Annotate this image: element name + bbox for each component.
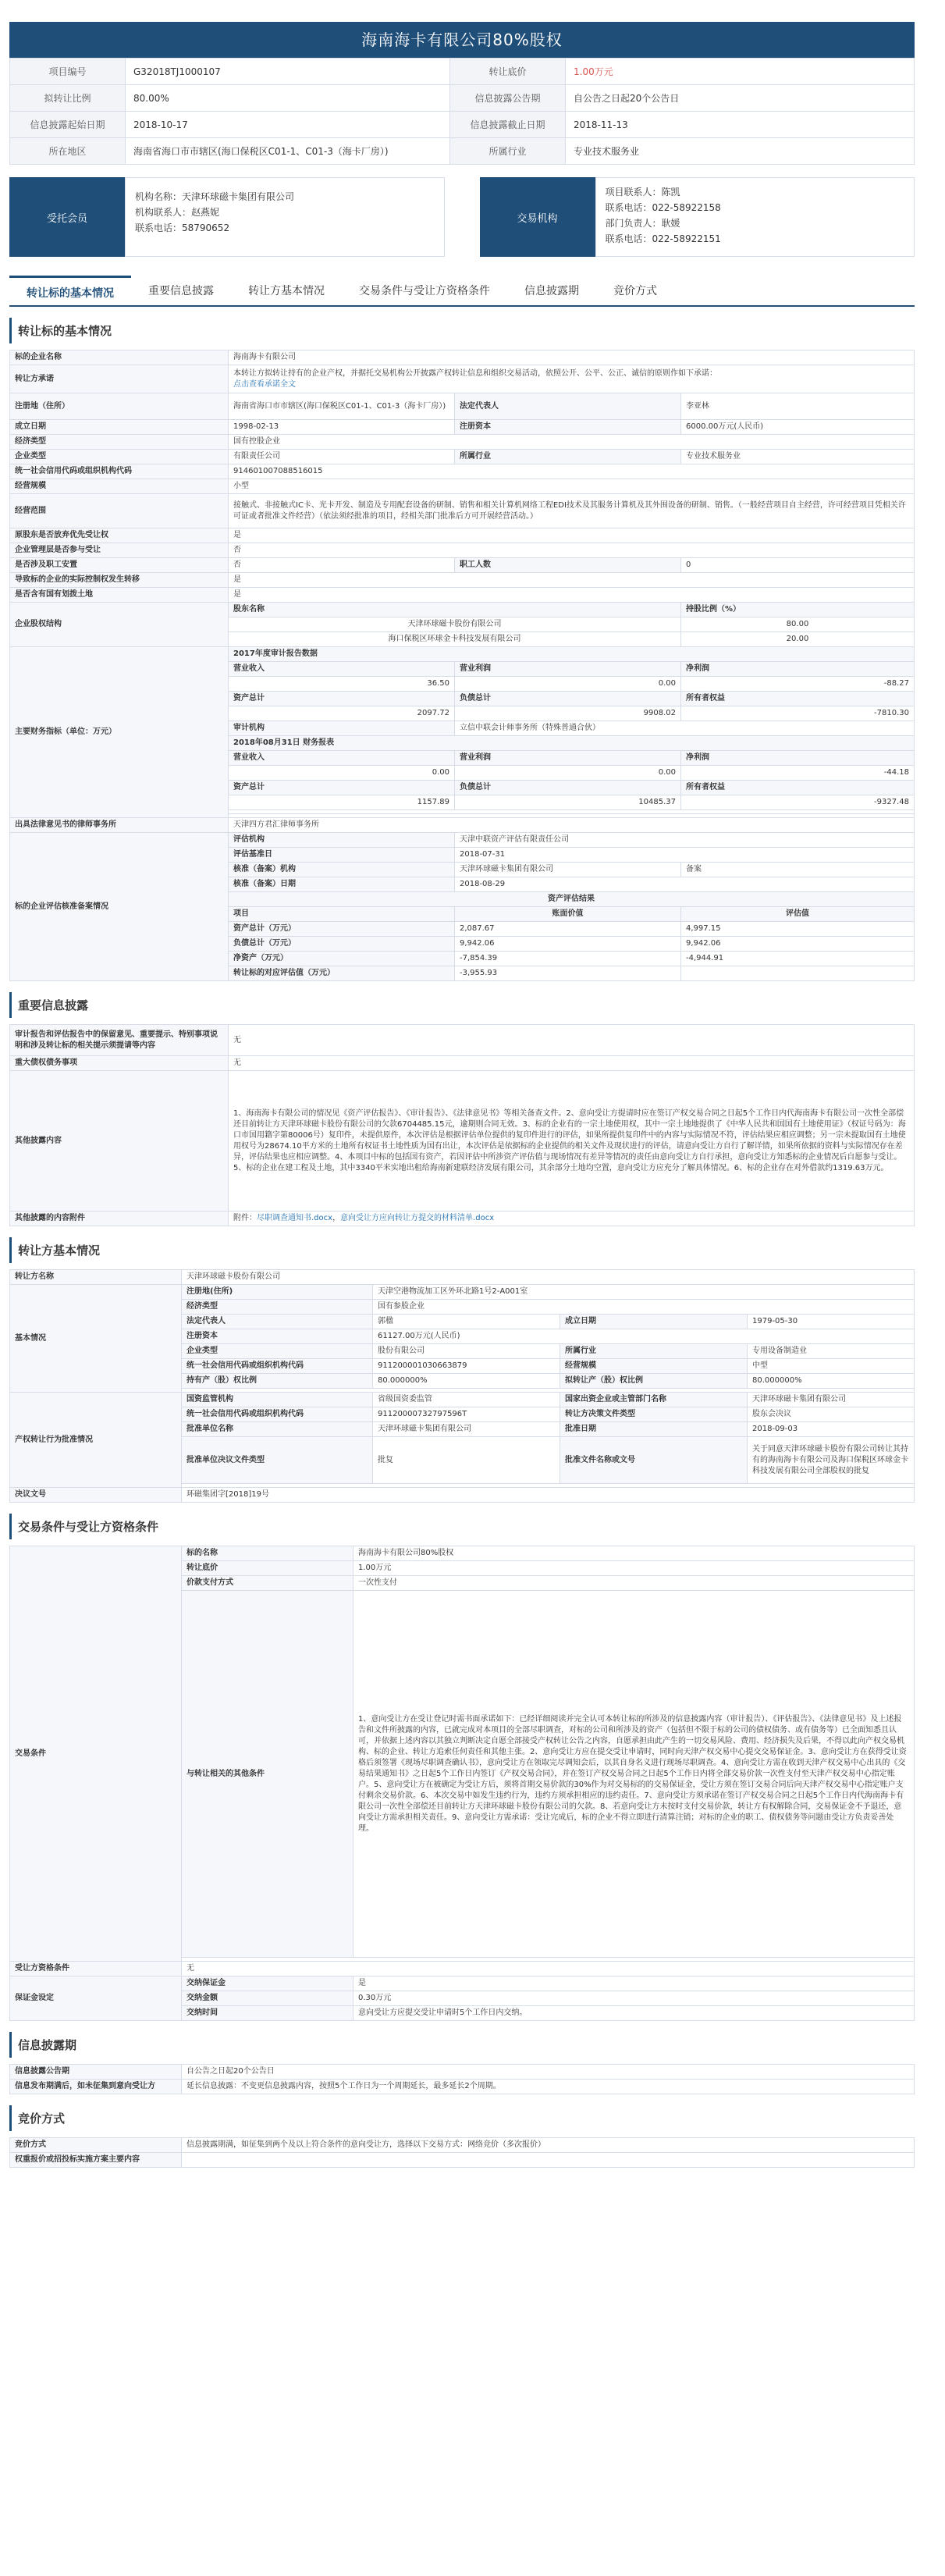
eval-value: 4,997.15	[681, 922, 915, 937]
exchange-line: 联系电话：022-58922151	[605, 233, 721, 244]
summary-value: 专业技术服务业	[566, 138, 915, 165]
period-value: 延长信息披露：不变更信息披露内容，按照5个工作日为一个周期延长，最多延长2个周期。	[182, 2080, 915, 2094]
field-label: 原股东是否放弃优先受让权	[10, 528, 229, 543]
holder-name: 天津环球磁卡股份有限公司	[229, 617, 681, 632]
field-label: 转让方承诺	[10, 365, 229, 393]
tab-seller[interactable]: 转让方基本情况	[248, 285, 325, 297]
fin-value: 1157.89	[229, 795, 455, 810]
period-table	[9, 2064, 915, 2094]
seller-hold: 80.000000%	[373, 1374, 560, 1389]
field-label: 批准单位决议文件类型	[182, 1437, 373, 1484]
field-label: 法定代表人	[455, 393, 681, 420]
period-value: 自公告之日起20个公告日	[182, 2065, 915, 2080]
seller-industry: 专用设备制造业	[748, 1344, 915, 1359]
field-label: 统一社会信用代码或组织机构代码	[182, 1407, 373, 1422]
cond-value: 海南海卡有限公司80%股权	[353, 1546, 915, 1561]
field-label: 出具法律意见书的律师事务所	[10, 818, 229, 833]
section-period	[9, 2032, 915, 2094]
holder-pct: 20.00	[681, 632, 915, 647]
section-seller	[9, 1237, 915, 1503]
agency: 天津环球磁卡集团有限公司	[748, 1393, 915, 1407]
approval-date: 2018-09-03	[748, 1422, 915, 1437]
field-label: 与转让相关的其他条件	[182, 1591, 353, 1958]
column-header: 营业收入	[229, 662, 455, 677]
company-name: 海南海卡有限公司	[229, 350, 915, 365]
answer: 否	[229, 558, 455, 573]
column-header: 持股比例（%）	[681, 603, 915, 617]
column-header: 负债总计	[455, 692, 681, 706]
attach-separator: ，	[332, 1214, 341, 1222]
summary-row	[10, 59, 915, 85]
eval-result-title: 资产评估结果	[229, 892, 915, 907]
auditor: 立信中联会计师事务所（特殊普通合伙）	[455, 721, 915, 736]
seller-type: 股份有限公司	[373, 1344, 560, 1359]
field-label: 所属行业	[560, 1344, 748, 1359]
found-date: 1998-02-13	[229, 420, 455, 435]
field-label: 拟转让产（股）权比例	[560, 1374, 748, 1389]
fin-value: 36.50	[229, 677, 455, 692]
field-label: 职工人数	[455, 558, 681, 573]
seller-econ: 国有参股企业	[373, 1300, 915, 1315]
field-label: 是否含有国有划拨土地	[10, 588, 229, 603]
field-label: 注册地（住所）	[10, 393, 229, 420]
seller-sell: 80.000000%	[748, 1374, 915, 1389]
bidding-method: 信息披露期满，如征集到两个及以上符合条件的意向受让方，选择以下交易方式：网络竞价（多次报价）	[182, 2138, 915, 2153]
fin-title: 2018年08月31日 财务报表	[229, 736, 915, 751]
seller-table	[9, 1269, 915, 1503]
eval-value: 9,942.06	[681, 937, 915, 952]
doc-name: 关于同意天津环球磁卡股份有限公司转让其持有的海南海卡有限公司及海口保税区环球金卡科技发展有限公司全部股权的批复	[748, 1437, 915, 1484]
column-header: 所有者权益	[681, 781, 915, 795]
eval-item: 净资产（万元）	[229, 952, 455, 966]
column-header: 资产总计	[229, 781, 455, 795]
field-label: 标的企业评估核准备案情况	[10, 833, 229, 981]
field-label: 交纳金额	[182, 1991, 353, 2006]
field-label: 价款支付方式	[182, 1576, 353, 1591]
eval-kind: 备案	[681, 863, 915, 877]
eval-approval-date: 2018-08-29	[455, 877, 915, 892]
fin-value: -7810.30	[681, 706, 915, 721]
summary-table	[9, 58, 915, 165]
attachment-link[interactable]: 尽职调查通知书.docx	[257, 1214, 333, 1222]
fin-title: 2017年度审计报告数据	[229, 647, 915, 662]
field-label: 企业管理层是否参与受让	[10, 543, 229, 558]
exchange-line: 项目联系人：陈凯	[605, 187, 680, 197]
field-label: 审计报告和评估报告中的保留意见、重要提示、特别事项说明和涉及转让标的相关提示须提请等内容	[10, 1025, 229, 1056]
staff-count: 0	[681, 558, 915, 573]
section-title: 转让方基本情况	[9, 1237, 915, 1263]
seller-credit: 911200001030663879	[373, 1359, 560, 1374]
fin-value: 0.00	[229, 766, 455, 781]
section-title: 交易条件与受让方资格条件	[9, 1514, 915, 1539]
summary-row	[10, 85, 915, 112]
eval-value	[681, 966, 915, 981]
column-header: 资产总计	[229, 692, 455, 706]
field-label: 经营范围	[10, 494, 229, 528]
field-label: 注册资本	[182, 1329, 373, 1344]
field-label: 国资监管机构	[182, 1393, 373, 1407]
conditions-table	[9, 1546, 915, 2021]
field-label: 主要财务指标（单位：万元）	[10, 647, 229, 818]
field-label: 企业类型	[10, 450, 229, 464]
eval-item: 转让标的对应评估值（万元）	[229, 966, 455, 981]
field-label: 交易条件	[10, 1546, 182, 1962]
eval-org: 天津中联资产评估有限责任公司	[455, 833, 915, 848]
agency-credit: 91120000732797596T	[373, 1407, 560, 1422]
summary-value: 2018-11-13	[566, 112, 915, 138]
field-label: 转让方决策文件类型	[560, 1407, 748, 1422]
fin-value: -44.18	[681, 766, 915, 781]
capital: 6000.00万元(人民币)	[681, 420, 915, 435]
column-header: 负债总计	[455, 781, 681, 795]
summary-value: 2018-10-17	[126, 112, 450, 138]
econ-type: 国有控股企业	[229, 435, 915, 450]
eval-value: -4,944.91	[681, 952, 915, 966]
tab-disclosure[interactable]: 重要信息披露	[148, 285, 214, 297]
column-header: 所有者权益	[681, 692, 915, 706]
field-label: 统一社会信用代码或组织机构代码	[10, 464, 229, 479]
law-firm: 天津四方君汇律师事务所	[229, 818, 915, 833]
field-label: 统一社会信用代码或组织机构代码	[182, 1359, 373, 1374]
fin-value: 0.00	[455, 677, 681, 692]
field-label: 标的企业名称	[10, 350, 229, 365]
field-label: 标的名称	[182, 1546, 353, 1561]
column-header: 净利润	[681, 662, 915, 677]
approval-unit: 天津环球磁卡集团有限公司	[373, 1422, 560, 1437]
field-label: 重大债权债务事项	[10, 1056, 229, 1071]
exchange-info	[595, 177, 915, 257]
business-scope: 接触式、非接触式IC卡、光卡开发、制造及专用配套设备的研制、销售和相关计算机网络工程EDI技术及其服务计算机及其外围设备的研制、销售。（一般经营项目自主经营，许可经营项目凭相关许可证或者批准文件经营）（依法须经批准的项目，经相关部门批准后方可开展经营活动。）	[229, 494, 915, 528]
tab-conditions[interactable]: 交易条件与受让方资格条件	[359, 285, 490, 297]
field-label: 其他披露的内容附件	[10, 1212, 229, 1226]
column-header: 评估值	[681, 907, 915, 922]
field-label: 批准单位名称	[182, 1422, 373, 1437]
seller-found: 1979-05-30	[748, 1315, 915, 1329]
member-info	[125, 177, 445, 257]
eval-value: 2,087.67	[455, 922, 681, 937]
field-label: 持有产（股）权比例	[182, 1374, 373, 1389]
eval-unit: 天津环球磁卡集团有限公司	[455, 863, 681, 877]
qualification: 无	[182, 1962, 915, 1976]
seller-legal: 郭楹	[373, 1315, 560, 1329]
fin-value: 9908.02	[455, 706, 681, 721]
column-header: 营业收入	[229, 751, 455, 766]
answer: 无	[229, 1025, 915, 1056]
section-bidding	[9, 2105, 915, 2168]
summary-value: 海南省海口市市辖区(海口保税区C01-1、C01-3（海卡厂房）)	[126, 138, 450, 165]
deposit-time: 意向受让方应提交受让申请时5个工作日内交纳。	[353, 2006, 915, 2021]
seller-scale: 中型	[748, 1359, 915, 1374]
fin-value: 10485.37	[455, 795, 681, 810]
field-label: 转让底价	[182, 1561, 353, 1576]
answer: 是	[229, 573, 915, 588]
attach-prefix: 附件：	[233, 1214, 257, 1222]
deposit-amount: 0.30万元	[353, 1991, 915, 2006]
summary-label: 拟转让比例	[10, 85, 126, 112]
column-header: 营业利润	[455, 751, 681, 766]
eval-value: -7,854.39	[455, 952, 681, 966]
summary-label: 信息披露起始日期	[10, 112, 126, 138]
summary-row	[10, 112, 915, 138]
column-header: 股东名称	[229, 603, 681, 617]
field-label: 核准（备案）机构	[229, 863, 455, 877]
promise-text: 本转让方拟转让持有的企业产权，并据托交易机构公开披露产权转让信息和组织交易活动，依照公开、公平、公正、诚信的原则作如下承诺：	[233, 368, 717, 378]
seller-address: 天津空港物流加工区外环北路1号2-A001室	[373, 1285, 915, 1300]
field-label: 国家出资企业或主管部门名称	[560, 1393, 748, 1407]
summary-label: 信息披露截止日期	[450, 112, 566, 138]
eval-item: 资产总计（万元）	[229, 922, 455, 937]
exchange-label: 交易机构	[480, 177, 595, 257]
scale: 小型	[229, 479, 915, 494]
field-label: 企业股权结构	[10, 603, 229, 647]
promise-link[interactable]: 点击查看承诺全文	[233, 379, 296, 389]
bidding-plan	[182, 2153, 915, 2168]
disclosure-table	[9, 1024, 915, 1226]
field-label: 是否涉及职工安置	[10, 558, 229, 573]
member-line: 机构名称：天津环球磁卡集团有限公司	[135, 191, 295, 202]
field-label: 核准（备案）日期	[229, 877, 455, 892]
column-header: 营业利润	[455, 662, 681, 677]
tab-bar	[9, 276, 915, 307]
field-label: 所属行业	[455, 450, 681, 464]
summary-value: 80.00%	[126, 85, 450, 112]
state-regulator: 省级国资委监管	[373, 1393, 560, 1407]
answer: 无	[229, 1056, 915, 1071]
summary-label: 项目编号	[10, 59, 126, 85]
decision-type: 股东会决议	[748, 1407, 915, 1422]
legal-rep: 李亚林	[681, 393, 915, 420]
project-title: 海南海卡有限公司80%股权	[9, 22, 915, 58]
field-label: 评估基准日	[229, 848, 455, 863]
column-header: 项目	[229, 907, 455, 922]
field-label: 基本情况	[10, 1285, 182, 1393]
tab-target[interactable]: 转让标的基本情况	[9, 276, 131, 305]
field-label: 受让方资格条件	[10, 1962, 182, 1976]
eval-value: 9,942.06	[455, 937, 681, 952]
tab-period[interactable]: 信息披露期	[524, 285, 579, 297]
holder-name: 海口保税区环球金卡科技发展有限公司	[229, 632, 681, 647]
memo-number: 环磁集团字[2018]19号	[182, 1488, 915, 1503]
field-label: 信息披露公告期	[10, 2065, 182, 2080]
summary-row	[10, 138, 915, 165]
page	[9, 22, 915, 2168]
fin-value: -9327.48	[681, 795, 915, 810]
field-label: 批准文件名称或文号	[560, 1437, 748, 1484]
summary-label: 所在地区	[10, 138, 126, 165]
exchange-line: 联系电话：022-58922158	[605, 202, 721, 213]
contact-panel	[9, 177, 915, 257]
company-type: 有限责任公司	[229, 450, 455, 464]
cond-value: 一次性支付	[353, 1576, 915, 1591]
tab-bidding[interactable]: 竞价方式	[613, 285, 657, 297]
credit-code: 914601007088516015	[229, 464, 915, 479]
field-label: 信息发布期满后，如未征集到意向受让方	[10, 2080, 182, 2094]
industry: 专业技术服务业	[681, 450, 915, 464]
field-label: 法定代表人	[182, 1315, 373, 1329]
field-label: 经营规模	[560, 1359, 748, 1374]
field-label: 成立日期	[10, 420, 229, 435]
field-label: 经济类型	[10, 435, 229, 450]
field-label: 导致标的企业的实际控制权发生转移	[10, 573, 229, 588]
target-table	[9, 350, 915, 981]
column-header: 账面价值	[455, 907, 681, 922]
member-label: 受托会员	[9, 177, 125, 257]
section-title: 转让标的基本情况	[9, 318, 915, 343]
section-title: 竞价方式	[9, 2105, 915, 2131]
field-label: 交纳时间	[182, 2006, 353, 2021]
field-label: 保证金设定	[10, 1976, 182, 2021]
section-title: 信息披露期	[9, 2032, 915, 2058]
eval-item: 负债总计（万元）	[229, 937, 455, 952]
holder-pct: 80.00	[681, 617, 915, 632]
attachment-link[interactable]: 意向受让方应向转让方提交的材料清单.docx	[340, 1214, 495, 1222]
answer: 否	[229, 543, 915, 558]
field-label: 经济类型	[182, 1300, 373, 1315]
deposit-required: 是	[353, 1976, 915, 1991]
field-label: 成立日期	[560, 1315, 748, 1329]
field-label: 交纳保证金	[182, 1976, 353, 1991]
summary-label: 信息披露公告期	[450, 85, 566, 112]
member-line: 机构联系人：赵燕妮	[135, 207, 220, 218]
doc-type: 批复	[373, 1437, 560, 1484]
field-label: 注册地(住所)	[182, 1285, 373, 1300]
field-label: 转让方名称	[10, 1270, 182, 1285]
field-label: 企业类型	[182, 1344, 373, 1359]
exchange-line: 部门负责人：耿媛	[605, 218, 680, 229]
field-label: 审计机构	[229, 721, 455, 736]
address: 海南省海口市市辖区(海口保税区C01-1、C01-3（海卡厂房）)	[229, 393, 455, 420]
cond-value: 1.00万元	[353, 1561, 915, 1576]
answer: 是	[229, 528, 915, 543]
summary-value: G32018TJ1000107	[126, 59, 450, 85]
summary-label: 所属行业	[450, 138, 566, 165]
fin-value: -88.27	[681, 677, 915, 692]
eval-value: -3,955.93	[455, 966, 681, 981]
seller-capital: 61127.00万元(人民币)	[373, 1329, 915, 1344]
bidding-table	[9, 2137, 915, 2168]
section-title: 重要信息披露	[9, 992, 915, 1018]
field-label: 批准日期	[560, 1422, 748, 1437]
member-line: 联系电话：58790652	[135, 222, 230, 233]
field-label: 其他披露内容	[10, 1071, 229, 1212]
section-target	[9, 318, 915, 981]
fin-value: 2097.72	[229, 706, 455, 721]
seller-name: 天津环球磁卡股份有限公司	[182, 1270, 915, 1285]
field-label: 经营规模	[10, 479, 229, 494]
field-label: 决议文号	[10, 1488, 182, 1503]
related-conditions: 1、意向受让方在受让登记时需书面承诺如下：已经详细阅读并完全认可本转让标的所涉及的信息披露内容（审计报告）、《评估报告》、《法律意见书》及上述报告和文件所披露的内容，已就完成对本项目的全部尽职调查，对标的公司和所涉及的资产（包括但不限于标的公司的债权债务、或有债务等）已全面知悉且认可，并依据上述内容以其独立判断决定自愿全部接受产权转让公告之内容，自愿承担由此产生的一切交易风险、费用、经济损失及后果，不得以此向产权交易机构、标的企业、转让方追索任何责任和其他主张。2、意向受让方应在提交受让申请时，同时向天津产权交易中心提交交易保证金。3、意向受让方在获得受让资格后须签署《现场尽职调查确认书》，意向受让方在领取完尽调知会后，以其自身名义进行现场尽职调查。4、意向受让方需在收到天津产权交易中心出具的《交易结果通知书》之日起5个工作日内签订《产权交易合同》，并在签订产权交易合同之日起5个工作日内将全部交易价款一次性支付至天津产权交易中心指定账户。5、意向受让方在被确定为受让方后，须将首期交易价款的30%作为对交易标的的交易保证金，受让方须在签订交易合同后向天津产权交易中心指定账户支付剩余交易价款。6、本次交易中如发生违约行为，违约方须承担相应的违约责任。7、意向受让方须承诺在签订产权交易合同之日起5个工作日内代海南海卡有限公司一次性全部偿还目前转让方天津环球磁卡股份有限公司的欠款。8、若意向受让方未按时支付交易价款，转让方有权解除合同，交易保证金不予退还，意向受让方需承担相关责任。9、意向受让方需承诺：受让完成后，标的企业不得立即进行清算注销；对标的企业的职工、债权债务等问题由受让方负责妥善处理。	[353, 1591, 915, 1958]
other-disclosure: 1、海南海卡有限公司的情况见《资产评估报告》、《审计报告》、《法律意见书》等相关备查文件。2、意向受让方提请时应在签订产权交易合同之日起5个工作日内代海南海卡有限公司一次性全部偿还目前转让方天津环球磁卡股份有限公司的欠款6704485.15元，逾期则合同无效。3、标的企业有的一宗土地使用权，其中一宗土地地提供了《中华人民共和国国有土地使用证》（权证号码为：海口市国用籍字第80006号）复印件，未提供原件，本次评估是根据评估单位提供的复印件进行的评估，如果所提供复印件中的内容与实际情况不符，评估结果应相应调整；另一宗未提取国有土地使用权号为28674.10平方米的土地所有权证书土地性质为国有出让，本次评估是依据标的企业提供的相关文件及现状进行的评估，请意向受让方自行了解详情，如果所依据的资料与实际情况存在差异，评估结果也应相应调整。4、本项目中标的包括国有资产，若因评估中所涉资产评估值与现场情况有差异等情况的责任由意向受让方自行承担，意向受让方知悉标的企业情况后自愿参与受让。5、标的企业在建工程及土地，其中3340平米实地出租给海南新建联经济发展有限公司，其余部分土地均空置，意向受让方应充分了解具体情况。6、标的企业存在对外借款约1319.63万元。	[229, 1071, 915, 1212]
answer: 是	[229, 588, 915, 603]
field-label: 注册资本	[455, 420, 681, 435]
field-label: 权重报价或招投标实施方案主要内容	[10, 2153, 182, 2168]
summary-value: 自公告之日起20个公告日	[566, 85, 915, 112]
column-header: 净利润	[681, 751, 915, 766]
section-disclosure	[9, 992, 915, 1226]
fin-value: 0.00	[455, 766, 681, 781]
field-label: 产权转让行为批准情况	[10, 1393, 182, 1488]
field-label: 评估机构	[229, 833, 455, 848]
field-label: 竞价方式	[10, 2138, 182, 2153]
summary-label: 转让底价	[450, 59, 566, 85]
eval-date: 2018-07-31	[455, 848, 915, 863]
section-conditions	[9, 1514, 915, 2021]
summary-value: 1.00万元	[566, 59, 915, 85]
